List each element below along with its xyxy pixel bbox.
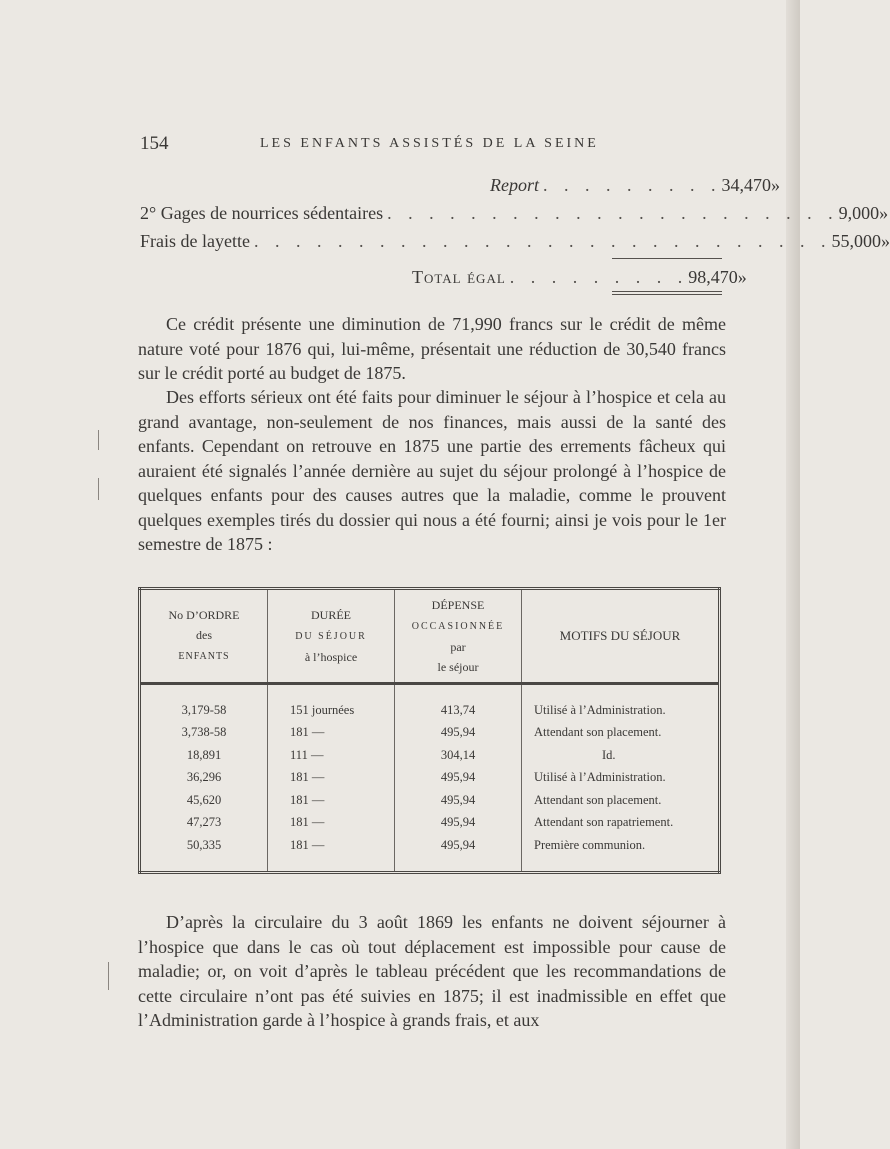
- cell-duration: 181 —: [268, 722, 395, 745]
- total-row: Total égal . . . . . . . . . 98,470 »: [412, 267, 747, 287]
- cell-order-number: 18,891: [140, 744, 268, 767]
- cell-expense: 304,14: [395, 744, 522, 767]
- report-row: Report . . . . . . . . . 34,470 »: [490, 175, 780, 195]
- report-label: Report: [490, 175, 539, 195]
- cell-motive: Utilisé à l’Administration.: [522, 767, 720, 790]
- cell-expense: 413,74: [395, 684, 522, 722]
- cell-expense: 495,94: [395, 789, 522, 812]
- totals-row-mark: »: [880, 231, 890, 251]
- cell-motive: Première communion.: [522, 834, 720, 872]
- table-row: [140, 789, 720, 812]
- paragraph: D’après la circulaire du 3 août 1869 les enfants ne doivent séjourner à l’hospice que dans le cas où tout déplacement est impossible pour cause de maladie; or, on voit d’après le tableau précédent que les recommandations de cette circulaire n’ont pas été suivies en 1875; il est inadmissible en effet que l’Administration garde à l’hospice à grands frais, et aux: [138, 912, 726, 1030]
- cell-motive: Attendant son placement.: [522, 789, 720, 812]
- report-amount: 34,470: [721, 175, 771, 195]
- cell-duration: 181 —: [268, 812, 395, 835]
- running-title: LES ENFANTS ASSISTÉS DE LA SEINE: [260, 136, 599, 151]
- cell-expense: 495,94: [395, 812, 522, 835]
- totals-row-amount: 55,000: [831, 231, 881, 251]
- report-mark: »: [771, 175, 780, 195]
- cell-order-number: 45,620: [140, 789, 268, 812]
- cell-order-number: 3,738-58: [140, 722, 268, 745]
- table-row: [140, 834, 720, 872]
- cell-duration: 181 —: [268, 789, 395, 812]
- margin-mark: [108, 962, 109, 990]
- cell-motive: Utilisé à l’Administration.: [522, 684, 720, 722]
- cell-duration: 181 —: [268, 767, 395, 790]
- cell-motive: Attendant son placement.: [522, 722, 720, 745]
- cell-duration: 111 —: [268, 744, 395, 767]
- header-expense: DÉPENSE OCCASIONNÉE par le séjour: [395, 589, 522, 684]
- paragraph: Ce crédit présente une diminution de 71,990 francs sur le crédit de même nature voté pour 1876 qui, lui-même, présentait une réduction de 30,540 francs sur le crédit porté au budget de 1875.: [138, 314, 726, 383]
- page-header: [140, 133, 725, 155]
- table-row: [140, 812, 720, 835]
- totals-row: 2° Gages de nourrices sédentaires . . . . . . . . . . . . . . . . . . . . . . 9,000 »: [140, 203, 889, 223]
- totals-block: [140, 175, 890, 295]
- cell-motive: Id.: [522, 744, 720, 767]
- paragraph: Des efforts sérieux ont été faits pour diminuer le séjour à l’hospice et cela au grand avantage, non-seulement de nos finances, mais aussi de la santé des enfants. Cependant on retrouve en 1875 une partie des errements fâcheux qui auraient été signalés l’année dernière au sujet du séjour prolongé à l’hospice de quelques enfants pour des causes autres que la maladie, comme le prouvent quelques exemples tirés du dossier qui nous a été fourni; ainsi je vois pour le 1er semestre de 1875 :: [138, 387, 726, 554]
- cell-motive: Attendant son rapatriement.: [522, 812, 720, 835]
- total-double-rule: [612, 291, 722, 295]
- totals-row-label: 2° Gages de nourrices sédentaires: [140, 203, 384, 223]
- header-motives: MOTIFS DU SÉJOUR: [522, 589, 720, 684]
- table-row: [140, 684, 720, 722]
- total-amount: 98,470: [688, 267, 738, 287]
- cell-order-number: 50,335: [140, 834, 268, 872]
- table-row: [140, 744, 720, 767]
- cell-order-number: 47,273: [140, 812, 268, 835]
- total-mark: »: [737, 267, 747, 287]
- cell-expense: 495,94: [395, 834, 522, 872]
- cell-expense: 495,94: [395, 722, 522, 745]
- margin-mark: [98, 430, 99, 450]
- total-label: Total égal: [412, 267, 506, 287]
- cell-duration: 151 journées: [268, 684, 395, 722]
- page-number: 154: [140, 133, 169, 154]
- totals-row-label: Frais de layette: [140, 231, 250, 251]
- margin-mark: [98, 478, 99, 500]
- page-edge: [786, 0, 800, 1149]
- header-order-number: No D’ORDRE des ENFANTS: [140, 589, 268, 684]
- table-row: [140, 722, 720, 745]
- table-header-row: [140, 589, 720, 684]
- header-duration: DURÉE DU SÉJOUR à l’hospice: [268, 589, 395, 684]
- sum-rule: [612, 258, 722, 259]
- cell-order-number: 36,296: [140, 767, 268, 790]
- totals-row: Frais de layette . . . . . . . . . . . . . . . . . . . . . . . . . . . . 55,000 »: [140, 231, 890, 251]
- cell-expense: 495,94: [395, 767, 522, 790]
- stay-records-table: [138, 587, 721, 874]
- cell-duration: 181 —: [268, 834, 395, 872]
- table-row: [140, 767, 720, 790]
- cell-order-number: 3,179-58: [140, 684, 268, 722]
- totals-row-mark: »: [879, 203, 889, 223]
- totals-row-amount: 9,000: [838, 203, 880, 223]
